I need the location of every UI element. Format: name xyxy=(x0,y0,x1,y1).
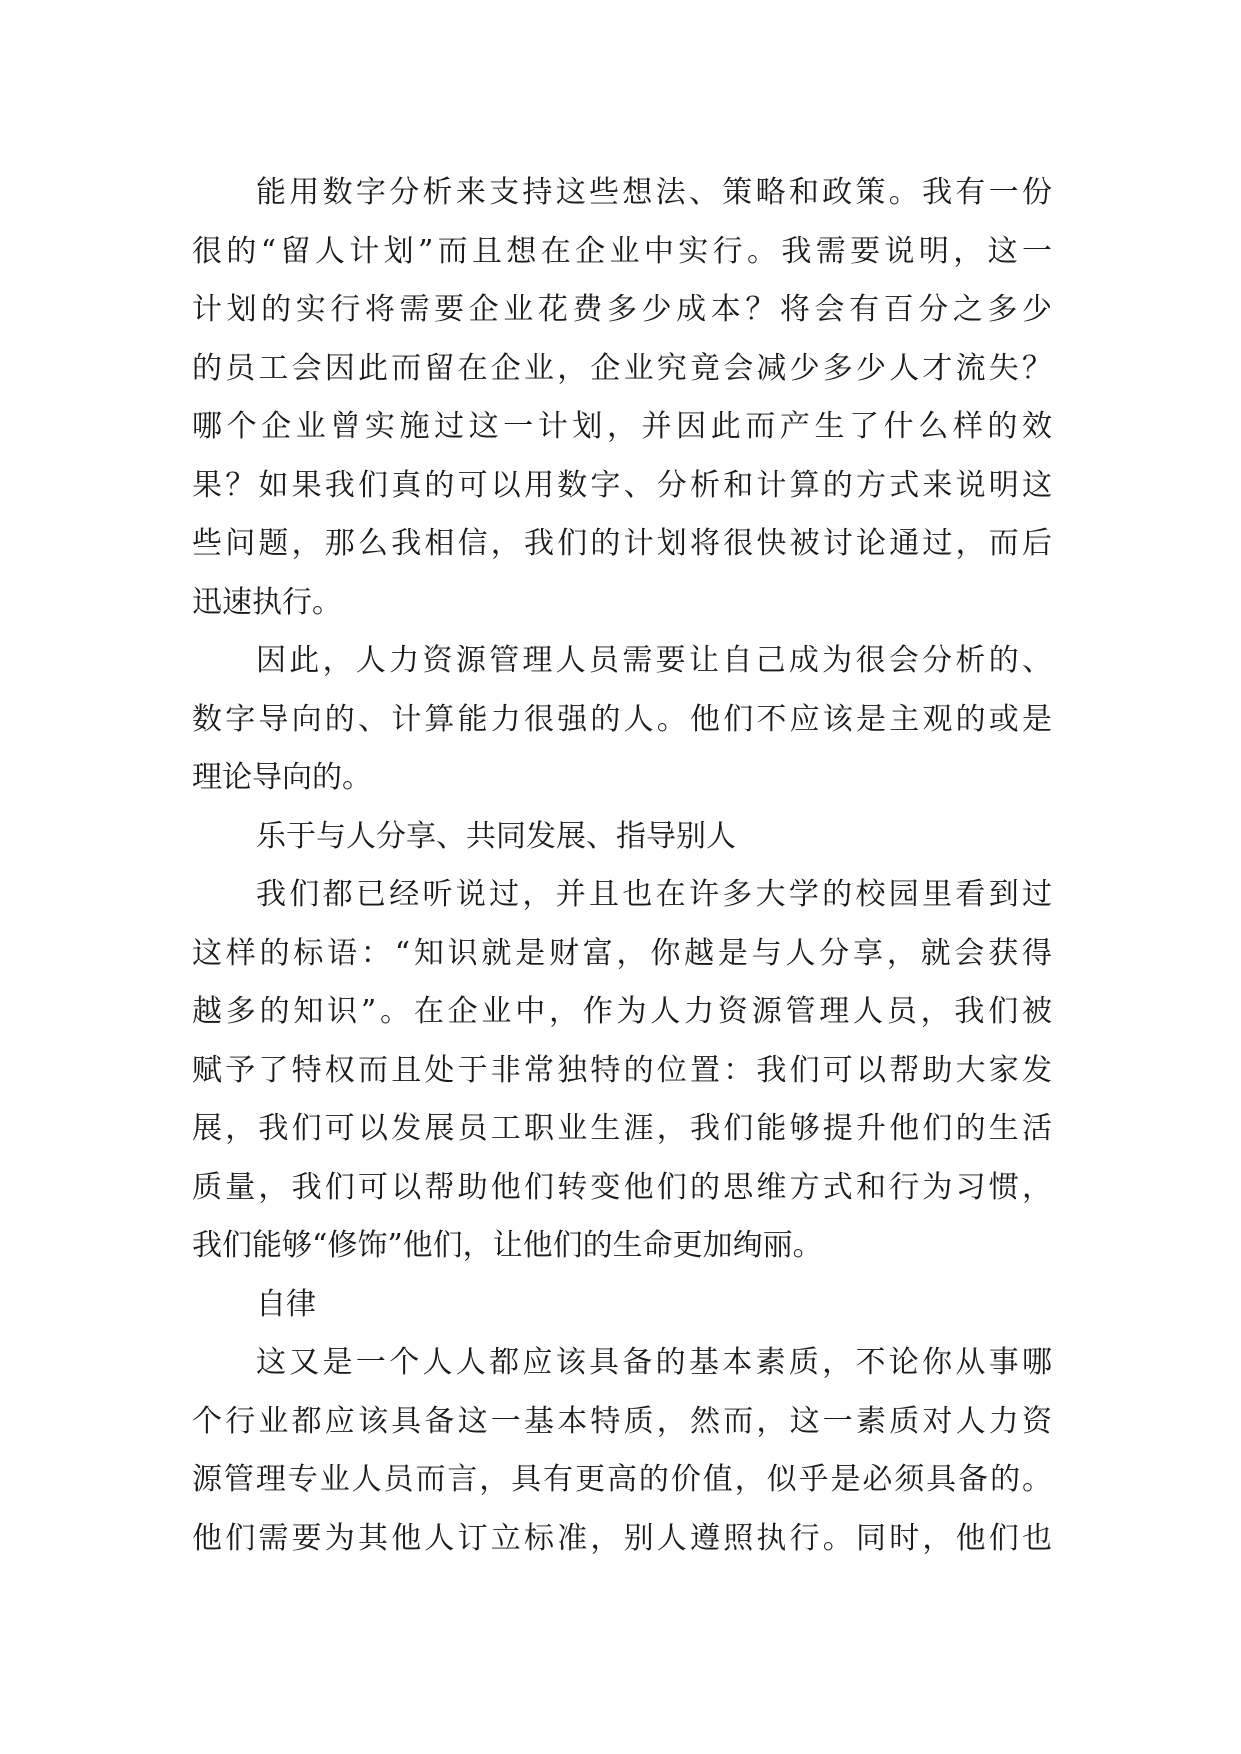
text-line: 这又是一个人人都应该具备的基本素质，不论你从事哪 xyxy=(256,1345,1052,1380)
text-line: 果？如果我们真的可以用数字、分析和计算的方式来说明这 xyxy=(192,467,1052,503)
text-line: 展，我们可以发展员工职业生涯，我们能够提升他们的生活 xyxy=(192,1111,1052,1146)
text-line: 迅速执行。 xyxy=(192,584,342,620)
text-line: 个行业都应该具备这一基本特质，然而，这一素质对人力资 xyxy=(192,1403,1052,1439)
text-line: 数字导向的、计算能力很强的人。他们不应该是主观的或是 xyxy=(192,701,1052,737)
text-line: 我们都已经听说过，并且也在许多大学的校园里看到过 xyxy=(256,877,1052,912)
body-text xyxy=(192,164,1052,1568)
text-line: 些问题，那么我相信，我们的计划将很快被讨论通过，而后 xyxy=(192,526,1052,561)
text-line: 这样的标语：“知识就是财富，你越是与人分享，就会获得 xyxy=(192,935,1052,971)
text-line: 质量，我们可以帮助他们转变他们的思维方式和行为习惯， xyxy=(192,1169,1052,1205)
text-line: 因此，人力资源管理人员需要让自己成为很会分析的、 xyxy=(256,643,1052,678)
text-line: 很的“留人计划”而且想在企业中实行。我需要说明，这一 xyxy=(192,233,1052,269)
text-line: 他们需要为其他人订立标准，别人遵照执行。同时，他们也 xyxy=(192,1520,1052,1556)
text-line: 源管理专业人员而言，具有更高的价值，似乎是必须具备的。 xyxy=(192,1462,1052,1497)
text-line: 自律 xyxy=(256,1286,316,1322)
text-line: 乐于与人分享、共同发展、指导别人 xyxy=(256,818,736,854)
text-line: 越多的知识”。在企业中，作为人力资源管理人员，我们被 xyxy=(192,994,1052,1029)
text-line: 赋予了特权而且处于非常独特的位置：我们可以帮助大家发 xyxy=(192,1052,1052,1088)
text-line: 我们能够“修饰”他们，让他们的生命更加绚丽。 xyxy=(192,1228,823,1263)
text-line: 计划的实行将需要企业花费多少成本？将会有百分之多少 xyxy=(192,292,1052,327)
text-line: 的员工会因此而留在企业，企业究竟会减少多少人才流失？ xyxy=(192,350,1052,386)
text-line: 哪个企业曾实施过这一计划，并因此而产生了什么样的效 xyxy=(192,409,1052,444)
text-line: 理论导向的。 xyxy=(192,760,372,795)
text-line: 能用数字分析来支持这些想法、策略和政策。我有一份 xyxy=(256,175,1052,210)
